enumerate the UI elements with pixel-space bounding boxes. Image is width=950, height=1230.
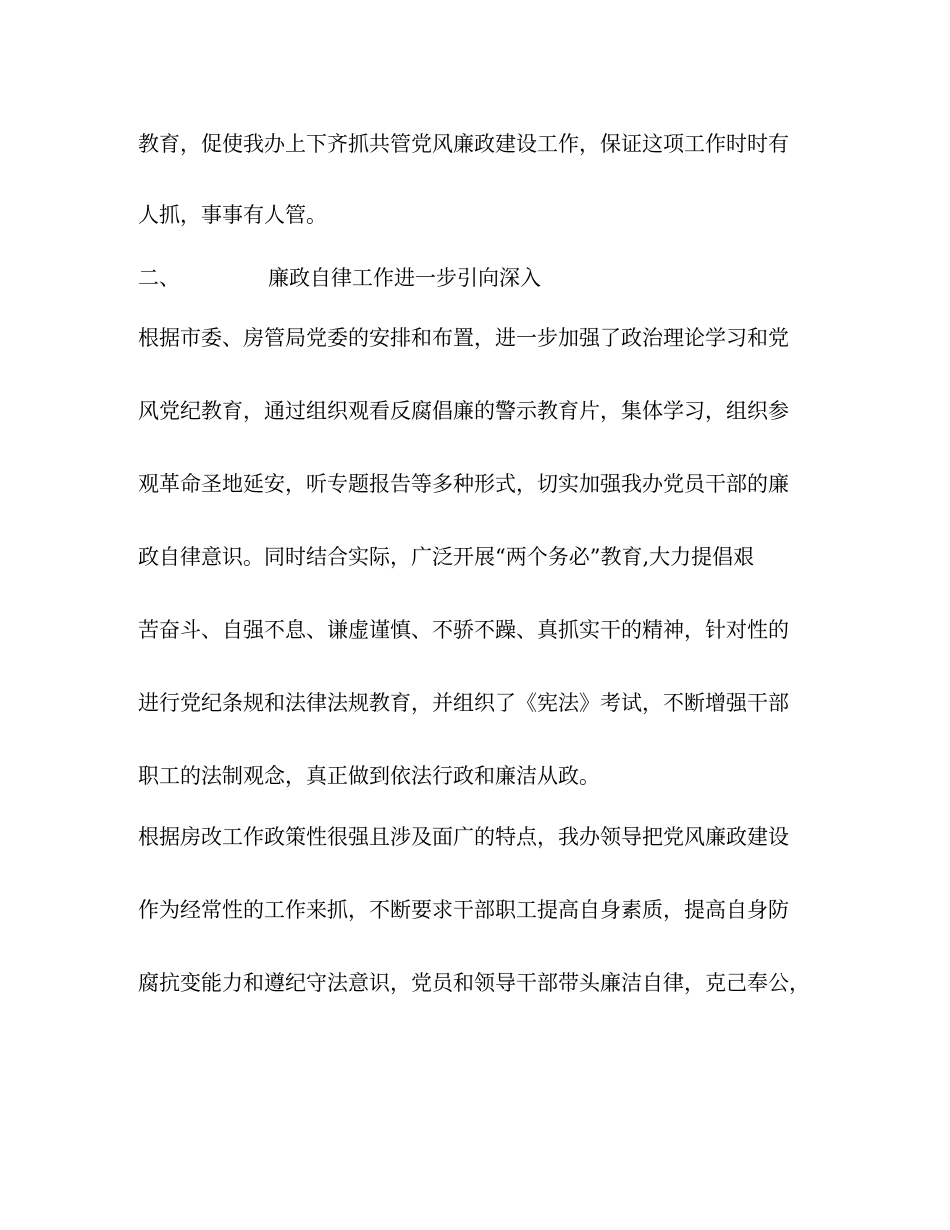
- section-heading: [138, 264, 828, 292]
- paragraph-line: 根据市委、房管局党委的安排和布置，进一步加强了政治理论学习和党: [138, 326, 789, 350]
- section-heading-title: 廉政自律工作进一步引向深入: [268, 266, 541, 290]
- paragraph-line: 作为经常性的工作来抓，不断要求干部职工提高自身素质，提高自身防: [138, 898, 789, 922]
- paragraph-line: 政自律意识。同时结合实际，广泛开展“两个务必”教育,大力提倡艰: [138, 545, 755, 569]
- paragraph-line: 根据房改工作政策性很强且涉及面广的特点，我办领导把党风廉政建设: [138, 825, 789, 849]
- section-heading-number: 二、: [138, 266, 180, 290]
- paragraph-line: 职工的法制观念，真正做到依法行政和廉洁从政。: [138, 764, 600, 788]
- paragraph-line: 观革命圣地延安，听专题报告等多种形式，切实加强我办党员干部的廉: [138, 472, 789, 496]
- paragraph-line: 腐抗变能力和遵纪守法意识，党员和领导干部带头廉洁自律，克己奉公，: [138, 971, 810, 995]
- paragraph-line: 教育，促使我办上下齐抓共管党风廉政建设工作，保证这项工作时时有: [138, 132, 789, 156]
- paragraph-line: 进行党纪条规和法律法规教育，并组织了《宪法》考试，不断增强干部: [138, 691, 789, 715]
- paragraph-line: 苦奋斗、自强不息、谦虚谨慎、不骄不躁、真抓实干的精神，针对性的: [138, 618, 789, 642]
- paragraph-line: 风党纪教育，通过组织观看反腐倡廉的警示教育片，集体学习，组织参: [138, 399, 789, 423]
- paragraph-line: 人抓，事事有人管。: [138, 203, 327, 227]
